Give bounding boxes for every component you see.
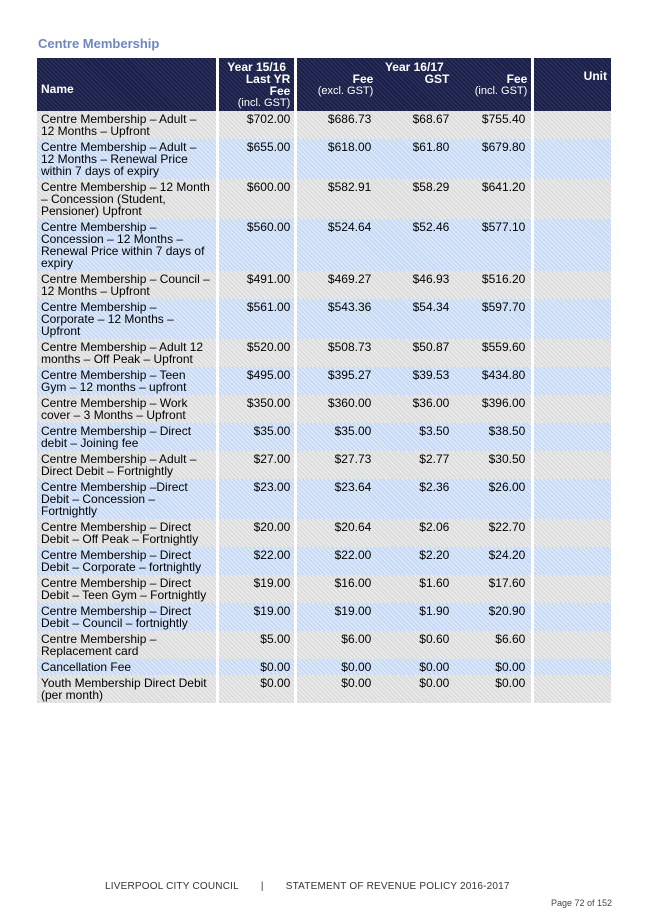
cell-fee-incl: $641.20 — [481, 180, 526, 194]
cell-gst: $36.00 — [412, 396, 450, 410]
table-row — [37, 423, 611, 451]
cell-gst: $39.53 — [412, 368, 450, 382]
cell-fee-incl: $38.50 — [488, 424, 526, 438]
cell-gst: $46.93 — [412, 272, 450, 286]
table-row — [37, 367, 611, 395]
cell-unit — [534, 659, 611, 675]
cell-unit — [534, 111, 611, 139]
cell-last-yr-fee: $600.00 — [219, 179, 294, 219]
table-row — [37, 271, 611, 299]
cell-fee-excl: $19.00 — [334, 604, 372, 618]
cell-name: Centre Membership – Direct Debit – Off Peak – Fortnightly — [37, 519, 216, 547]
cell-year2 — [297, 111, 531, 139]
table-row — [37, 139, 611, 179]
cell-last-yr-fee: $702.00 — [219, 111, 294, 139]
footer-policy: STATEMENT OF REVENUE POLICY 2016-2017 — [285, 881, 510, 892]
cell-fee-excl: $395.27 — [327, 368, 372, 382]
cell-name: Centre Membership – Adult – Direct Debit – Fortnightly — [37, 451, 216, 479]
footer-separator: | — [260, 881, 264, 892]
table-row — [37, 451, 611, 479]
cell-gst: $2.36 — [419, 480, 450, 494]
cell-year2 — [297, 519, 531, 547]
header-fee-incl: Fee — [506, 72, 528, 86]
cell-gst: $58.29 — [412, 180, 450, 194]
cell-fee-incl: $597.70 — [481, 300, 526, 314]
cell-gst: $2.06 — [419, 520, 450, 534]
cell-unit — [534, 271, 611, 299]
cell-fee-incl: $755.40 — [481, 112, 526, 126]
cell-gst: $1.90 — [419, 604, 450, 618]
cell-gst: $0.00 — [419, 676, 450, 690]
cell-year2 — [297, 139, 531, 179]
cell-name: Centre Membership – Work cover – 3 Months – Upfront — [37, 395, 216, 423]
cell-fee-incl: $17.60 — [488, 576, 526, 590]
cell-unit — [534, 339, 611, 367]
cell-year2 — [297, 179, 531, 219]
table-row — [37, 547, 611, 575]
cell-unit — [534, 603, 611, 631]
cell-year2 — [297, 271, 531, 299]
cell-fee-excl: $582.91 — [327, 180, 372, 194]
cell-last-yr-fee: $5.00 — [219, 631, 294, 659]
cell-name: Centre Membership – Corporate – 12 Months – Upfront — [37, 299, 216, 339]
cell-year2 — [297, 219, 531, 271]
cell-last-yr-fee: $350.00 — [219, 395, 294, 423]
table-row — [37, 219, 611, 271]
cell-name: Youth Membership Direct Debit (per month) — [37, 675, 216, 703]
table-row — [37, 179, 611, 219]
cell-name: Centre Membership – Direct debit – Joining fee — [37, 423, 216, 451]
cell-last-yr-fee: $520.00 — [219, 339, 294, 367]
cell-fee-excl: $508.73 — [327, 340, 372, 354]
cell-fee-excl: $686.73 — [327, 112, 372, 126]
header-unit: Unit — [534, 58, 611, 111]
cell-year2 — [297, 339, 531, 367]
cell-fee-excl: $23.64 — [334, 480, 372, 494]
cell-gst: $0.60 — [419, 632, 450, 646]
cell-fee-incl: $24.20 — [488, 548, 526, 562]
cell-last-yr-fee: $0.00 — [219, 675, 294, 703]
cell-fee-incl: $516.20 — [481, 272, 526, 286]
cell-fee-excl: $543.36 — [327, 300, 372, 314]
cell-gst: $52.46 — [412, 220, 450, 234]
cell-name: Centre Membership – Adult – 12 Months – Upfront — [37, 111, 216, 139]
cell-unit — [534, 675, 611, 703]
cell-fee-excl: $618.00 — [327, 140, 372, 154]
cell-unit — [534, 179, 611, 219]
table-row — [37, 659, 611, 675]
cell-unit — [534, 479, 611, 519]
cell-last-yr-fee: $491.00 — [219, 271, 294, 299]
cell-fee-excl: $524.64 — [327, 220, 372, 234]
cell-unit — [534, 451, 611, 479]
cell-last-yr-fee: $0.00 — [219, 659, 294, 675]
cell-unit — [534, 395, 611, 423]
cell-unit — [534, 631, 611, 659]
cell-year2 — [297, 547, 531, 575]
header-gst: GST — [424, 72, 450, 86]
cell-name: Centre Membership – Direct Debit – Teen Gym – Fortnightly — [37, 575, 216, 603]
header-fee: Fee — [352, 72, 374, 86]
cell-fee-incl: $679.80 — [481, 140, 526, 154]
cell-name: Centre Membership – 12 Month – Concession (Student, Pensioner) Upfront — [37, 179, 216, 219]
cell-year2 — [297, 603, 531, 631]
cell-name: Centre Membership – Adult – 12 Months – Renewal Price within 7 days of expiry — [37, 139, 216, 179]
cell-fee-excl: $20.64 — [334, 520, 372, 534]
cell-fee-incl: $30.50 — [488, 452, 526, 466]
cell-last-yr-fee: $561.00 — [219, 299, 294, 339]
cell-year2 — [297, 659, 531, 675]
cell-unit — [534, 575, 611, 603]
footer — [105, 881, 510, 892]
cell-year2 — [297, 299, 531, 339]
fee-table — [34, 58, 614, 703]
table-row — [37, 603, 611, 631]
cell-unit — [534, 547, 611, 575]
cell-last-yr-fee: $19.00 — [219, 575, 294, 603]
header-year1-label: Year 15/16 — [227, 60, 287, 74]
cell-year2 — [297, 631, 531, 659]
header-name: Name — [37, 58, 216, 111]
cell-year2 — [297, 367, 531, 395]
cell-name: Centre Membership – Teen Gym – 12 months – upfront — [37, 367, 216, 395]
cell-unit — [534, 367, 611, 395]
cell-gst: $54.34 — [412, 300, 450, 314]
cell-year2 — [297, 479, 531, 519]
cell-fee-incl: $559.60 — [481, 340, 526, 354]
cell-year2 — [297, 675, 531, 703]
table-row — [37, 395, 611, 423]
cell-name: Centre Membership – Concession – 12 Months – Renewal Price within 7 days of expiry — [37, 219, 216, 271]
cell-gst: $3.50 — [419, 424, 450, 438]
cell-name: Centre Membership – Adult 12 months – Off Peak – Upfront — [37, 339, 216, 367]
cell-fee-excl: $0.00 — [341, 660, 372, 674]
cell-last-yr-fee: $20.00 — [219, 519, 294, 547]
header-last-yr-fee: Last YR Fee — [245, 72, 291, 98]
cell-fee-excl: $469.27 — [327, 272, 372, 286]
table-row — [37, 575, 611, 603]
cell-gst: $0.00 — [419, 660, 450, 674]
cell-last-yr-fee: $22.00 — [219, 547, 294, 575]
cell-last-yr-fee: $495.00 — [219, 367, 294, 395]
cell-last-yr-fee: $35.00 — [219, 423, 294, 451]
page-number: Page 72 of 152 — [550, 898, 612, 908]
header-year1 — [219, 58, 294, 111]
cell-unit — [534, 299, 611, 339]
cell-fee-incl: $22.70 — [488, 520, 526, 534]
cell-unit — [534, 139, 611, 179]
cell-fee-excl: $360.00 — [327, 396, 372, 410]
footer-council: LIVERPOOL CITY COUNCIL — [105, 881, 239, 892]
header-incl-gst: (incl. GST) — [474, 85, 528, 97]
cell-fee-incl: $577.10 — [481, 220, 526, 234]
table-header-row — [37, 58, 611, 111]
cell-name: Centre Membership – Direct Debit – Council – fortnightly — [37, 603, 216, 631]
cell-year2 — [297, 575, 531, 603]
cell-fee-incl: $26.00 — [488, 480, 526, 494]
table-row — [37, 339, 611, 367]
cell-unit — [534, 423, 611, 451]
cell-name: Cancellation Fee — [37, 659, 216, 675]
cell-unit — [534, 219, 611, 271]
cell-name: Centre Membership –Direct Debit – Concession – Fortnightly — [37, 479, 216, 519]
cell-gst: $2.77 — [419, 452, 450, 466]
cell-name: Centre Membership – Council – 12 Months – Upfront — [37, 271, 216, 299]
table-row — [37, 479, 611, 519]
cell-fee-excl: $22.00 — [334, 548, 372, 562]
cell-last-yr-fee: $27.00 — [219, 451, 294, 479]
table-row — [37, 111, 611, 139]
table-body — [37, 111, 611, 703]
cell-fee-incl: $20.90 — [488, 604, 526, 618]
header-excl-gst: (excl. GST) — [317, 85, 374, 97]
cell-fee-incl: $0.00 — [495, 660, 526, 674]
cell-fee-incl: $434.80 — [481, 368, 526, 382]
cell-fee-excl: $0.00 — [341, 676, 372, 690]
header-year2 — [297, 58, 531, 111]
cell-gst: $1.60 — [419, 576, 450, 590]
cell-last-yr-fee: $655.00 — [219, 139, 294, 179]
header-year2-label: Year 16/17 — [384, 60, 444, 74]
cell-fee-excl: $6.00 — [341, 632, 372, 646]
cell-fee-excl: $35.00 — [334, 424, 372, 438]
cell-name: Centre Membership – Direct Debit – Corporate – fortnightly — [37, 547, 216, 575]
table-row — [37, 519, 611, 547]
cell-last-yr-fee: $560.00 — [219, 219, 294, 271]
table-row — [37, 631, 611, 659]
table-row — [37, 675, 611, 703]
cell-year2 — [297, 423, 531, 451]
cell-last-yr-fee: $23.00 — [219, 479, 294, 519]
cell-year2 — [297, 395, 531, 423]
cell-gst: $61.80 — [412, 140, 450, 154]
cell-fee-excl: $27.73 — [334, 452, 372, 466]
cell-fee-excl: $16.00 — [334, 576, 372, 590]
cell-gst: $50.87 — [412, 340, 450, 354]
section-title: Centre Membership — [38, 36, 160, 51]
cell-year2 — [297, 451, 531, 479]
cell-fee-incl: $0.00 — [495, 676, 526, 690]
cell-gst: $68.67 — [412, 112, 450, 126]
cell-fee-incl: $396.00 — [481, 396, 526, 410]
cell-fee-incl: $6.60 — [495, 632, 526, 646]
cell-gst: $2.20 — [419, 548, 450, 562]
table-row — [37, 299, 611, 339]
cell-unit — [534, 519, 611, 547]
header-year1-incl: (incl. GST) — [237, 97, 291, 109]
cell-last-yr-fee: $19.00 — [219, 603, 294, 631]
cell-name: Centre Membership – Replacement card — [37, 631, 216, 659]
